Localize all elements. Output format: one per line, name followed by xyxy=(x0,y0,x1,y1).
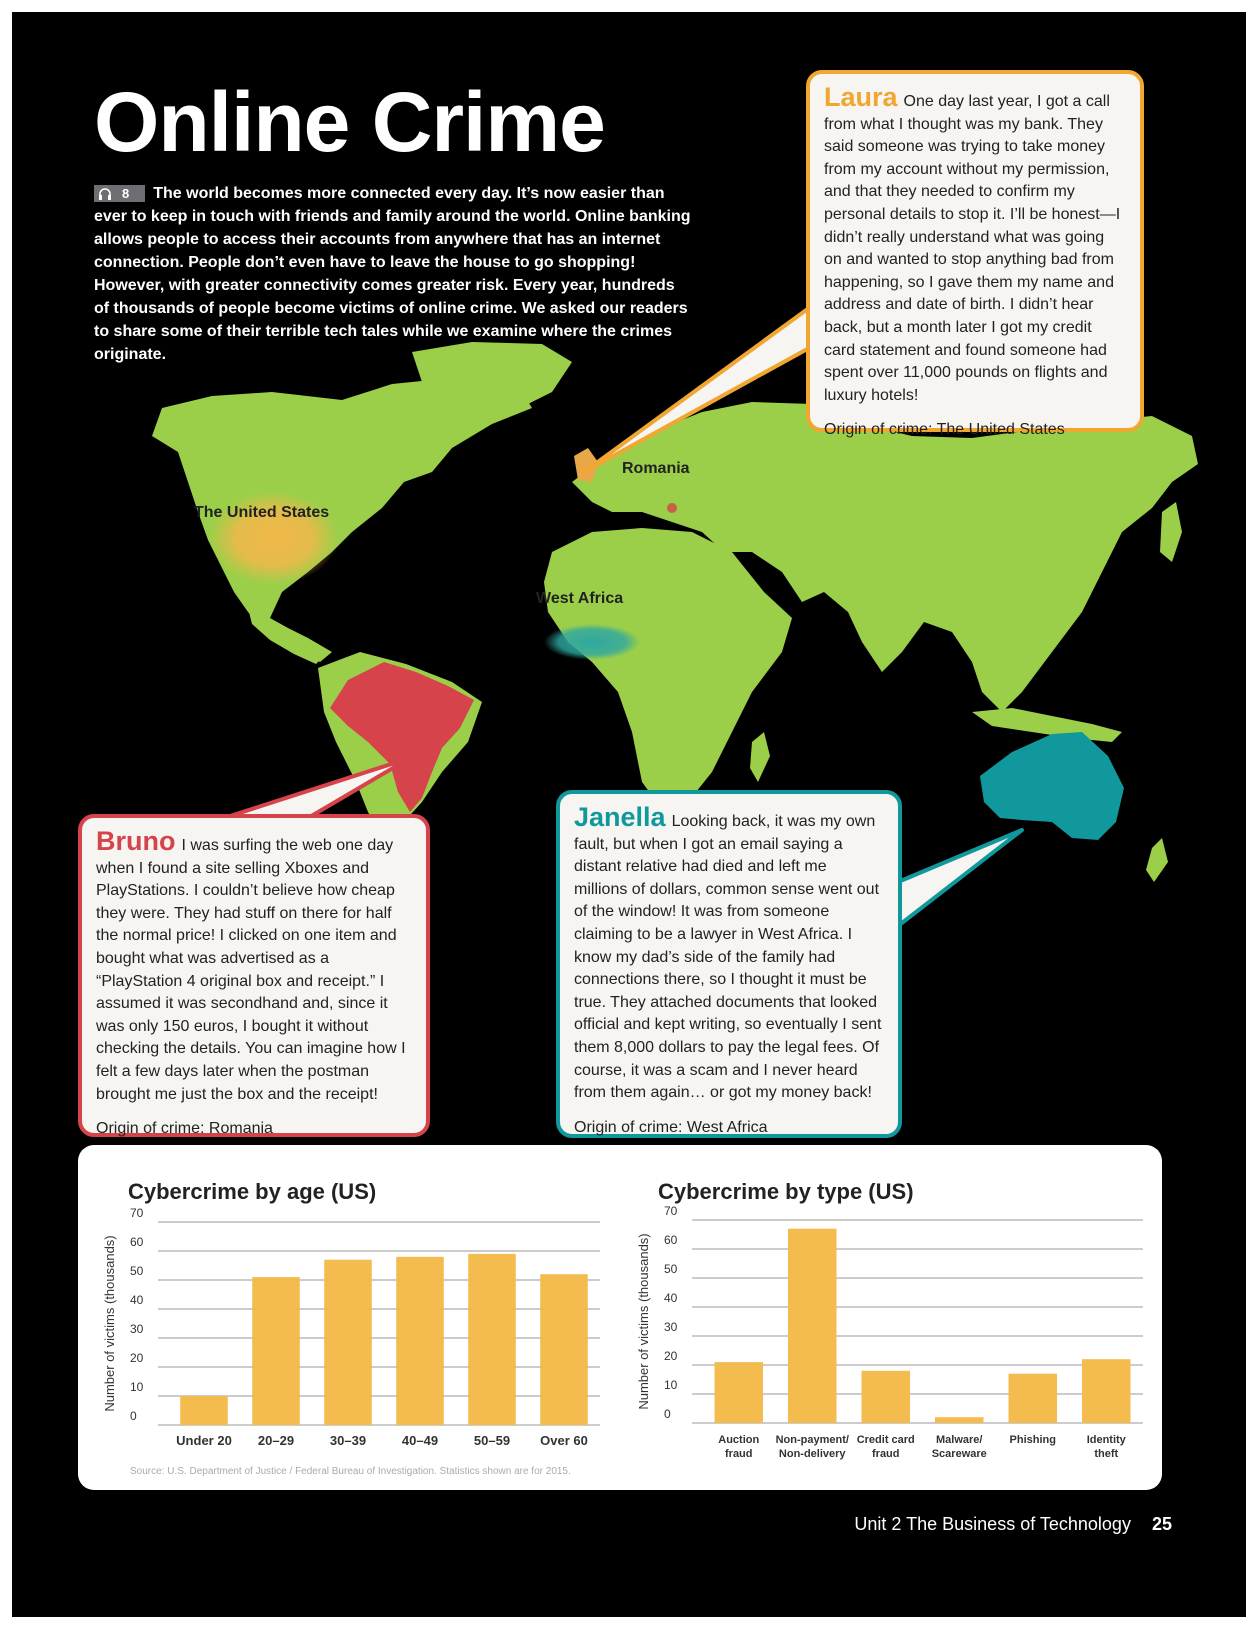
bar xyxy=(396,1257,444,1425)
y-tick-label: 60 xyxy=(664,1233,678,1247)
y-tick-label: 10 xyxy=(664,1378,678,1392)
y-tick-label: 20 xyxy=(664,1349,678,1363)
x-tick-label: Over 60 xyxy=(540,1433,588,1448)
story-origin: Origin of crime: West Africa xyxy=(574,1118,768,1136)
bar xyxy=(1008,1374,1057,1423)
x-tick-label: Credit card xyxy=(856,1434,915,1446)
y-tick-label: 70 xyxy=(664,1204,678,1218)
story-name: Laura xyxy=(824,82,898,112)
x-tick-label: Malware/ xyxy=(936,1434,983,1446)
x-tick-label: 50–59 xyxy=(473,1433,511,1448)
x-tick-label: theft xyxy=(1094,1448,1119,1460)
bar xyxy=(540,1274,588,1425)
story-text: I was surfing the web one day when I found a site selling Xboxes and PlayStations. I couldn’t believe how cheap they were. They had stuff on there for half the normal price! I clicked on one item and bought what was advertised as a “PlayStation 4 original box and receipt.” I assumed it was secondhand and, since it was only 150 euros, I bought it without checking the details. You can imagine how I felt a few days later when the postman brought me just the box and the receipt! xyxy=(96,837,406,1103)
bar xyxy=(180,1396,228,1425)
story-origin: Origin of crime: The United States xyxy=(824,421,1065,439)
x-tick-label: Identity xyxy=(1086,1434,1126,1446)
audio-track-badge[interactable] xyxy=(94,185,145,202)
x-tick-label: fraud xyxy=(725,1448,753,1460)
audio-track-number: 8 xyxy=(122,186,130,201)
madagascar xyxy=(750,732,770,782)
chart-title-age: Cybercrime by age (US) xyxy=(128,1179,377,1204)
x-tick-label: 20–29 xyxy=(257,1433,295,1448)
map-label-us: The United States xyxy=(194,504,330,521)
x-tick-label: Scareware xyxy=(931,1448,987,1460)
bar xyxy=(935,1417,984,1423)
bar xyxy=(468,1254,516,1425)
japan xyxy=(1160,502,1182,562)
y-tick-label: 0 xyxy=(130,1409,137,1423)
y-tick-label: 50 xyxy=(130,1264,144,1278)
x-tick-label: Phishing xyxy=(1009,1434,1056,1446)
intro-paragraph xyxy=(94,182,694,366)
chart-type xyxy=(608,1145,1162,1465)
central-america xyxy=(248,608,324,664)
map-label-west-africa: West Africa xyxy=(536,590,624,607)
page-number: 25 xyxy=(1151,1514,1172,1534)
intro-text: The world becomes more connected every day. It’s now easier than ever to keep in touch with friends and family around the world. Online banking allows people to access their accounts from anywhere that has an internet connection. People don’t even have to leave the house to go shopping! However, with greater connectivity comes greater risk. Every year, hundreds of thousands of people become victims of online crime. We asked our readers to share some of their terrible tech tales while we examine where the crimes originate. xyxy=(94,185,691,363)
footer-unit-title: The Business of Technology xyxy=(906,1514,1131,1534)
y-axis-label: Number of victims (thousands) xyxy=(102,1235,117,1412)
chart-title-type: Cybercrime by type (US) xyxy=(658,1179,914,1204)
y-tick-label: 0 xyxy=(664,1407,671,1421)
bar xyxy=(324,1260,372,1425)
x-tick-label: Non-payment/ xyxy=(775,1434,849,1446)
page-title: Online Crime xyxy=(94,75,605,169)
y-tick-label: 50 xyxy=(664,1262,678,1276)
y-tick-label: 60 xyxy=(130,1235,144,1249)
bar xyxy=(252,1277,300,1425)
bar xyxy=(788,1229,837,1423)
y-axis-label: Number of victims (thousands) xyxy=(636,1233,651,1410)
map-label-romania: Romania xyxy=(622,460,690,477)
y-tick-label: 10 xyxy=(130,1380,144,1394)
story-name: Bruno xyxy=(96,826,176,856)
romania-marker xyxy=(667,503,677,513)
story-text: Looking back, it was my own fault, but when I got an email saying a distant relative had died and left me millions of dollars, common sense went out of the window! It was from someone claiming to be a lawyer in West Africa. I know my dad’s side of the family had connections there, so I thought it must be true. They attached documents that looked official and kept writing, so eventually I sent them 8,000 dollars to pay the legal fees. Of course, it was a scam and I never heard from them again… or got my money back! xyxy=(574,813,882,1102)
headphones-icon xyxy=(98,187,112,200)
y-tick-label: 20 xyxy=(130,1351,144,1365)
x-tick-label: 40–49 xyxy=(401,1433,439,1448)
janella-callout-tail xyxy=(898,830,1022,926)
bar xyxy=(714,1362,763,1423)
y-tick-label: 40 xyxy=(664,1291,678,1305)
y-tick-label: 30 xyxy=(664,1320,678,1334)
x-tick-label: Under 20 xyxy=(176,1433,232,1448)
x-tick-label: Auction xyxy=(718,1434,760,1446)
story-janella xyxy=(556,790,902,1138)
west-africa-highlight xyxy=(544,624,640,660)
bar xyxy=(1082,1359,1131,1423)
y-tick-label: 70 xyxy=(130,1206,144,1220)
charts-panel xyxy=(78,1145,1162,1490)
footer xyxy=(854,1514,1172,1535)
x-tick-label: fraud xyxy=(872,1448,900,1460)
y-tick-label: 40 xyxy=(130,1293,144,1307)
bar xyxy=(861,1371,910,1423)
footer-unit: Unit 2 xyxy=(854,1514,902,1534)
new-zealand xyxy=(1146,838,1168,882)
story-text: One day last year, I got a call from what I thought was my bank. They said someone was trying to take money from my account without my permission, and that they needed to confirm my personal details to stop it. I’ll be honest—I didn’t really understand what was going on and wanted to stop anything bad from happening, so I gave them my name and address and date of birth. I didn’t hear back, but a month later I got my credit card statement and found someone had spent over 11,000 pounds on flights and luxury hotels! xyxy=(824,93,1121,404)
australia-highlight xyxy=(980,732,1124,840)
story-laura xyxy=(806,70,1144,439)
x-tick-label: 30–39 xyxy=(329,1433,367,1448)
y-tick-label: 30 xyxy=(130,1322,144,1336)
x-tick-label: Non-delivery xyxy=(778,1448,846,1460)
page xyxy=(12,12,1246,1617)
story-bruno xyxy=(78,814,430,1137)
source-note: Source: U.S. Department of Justice / Federal Bureau of Investigation. Statistics shown are for 2015. xyxy=(130,1466,571,1477)
story-origin: Origin of crime: Romania xyxy=(96,1120,273,1138)
story-name: Janella xyxy=(574,802,666,832)
chart-age xyxy=(78,1145,618,1465)
